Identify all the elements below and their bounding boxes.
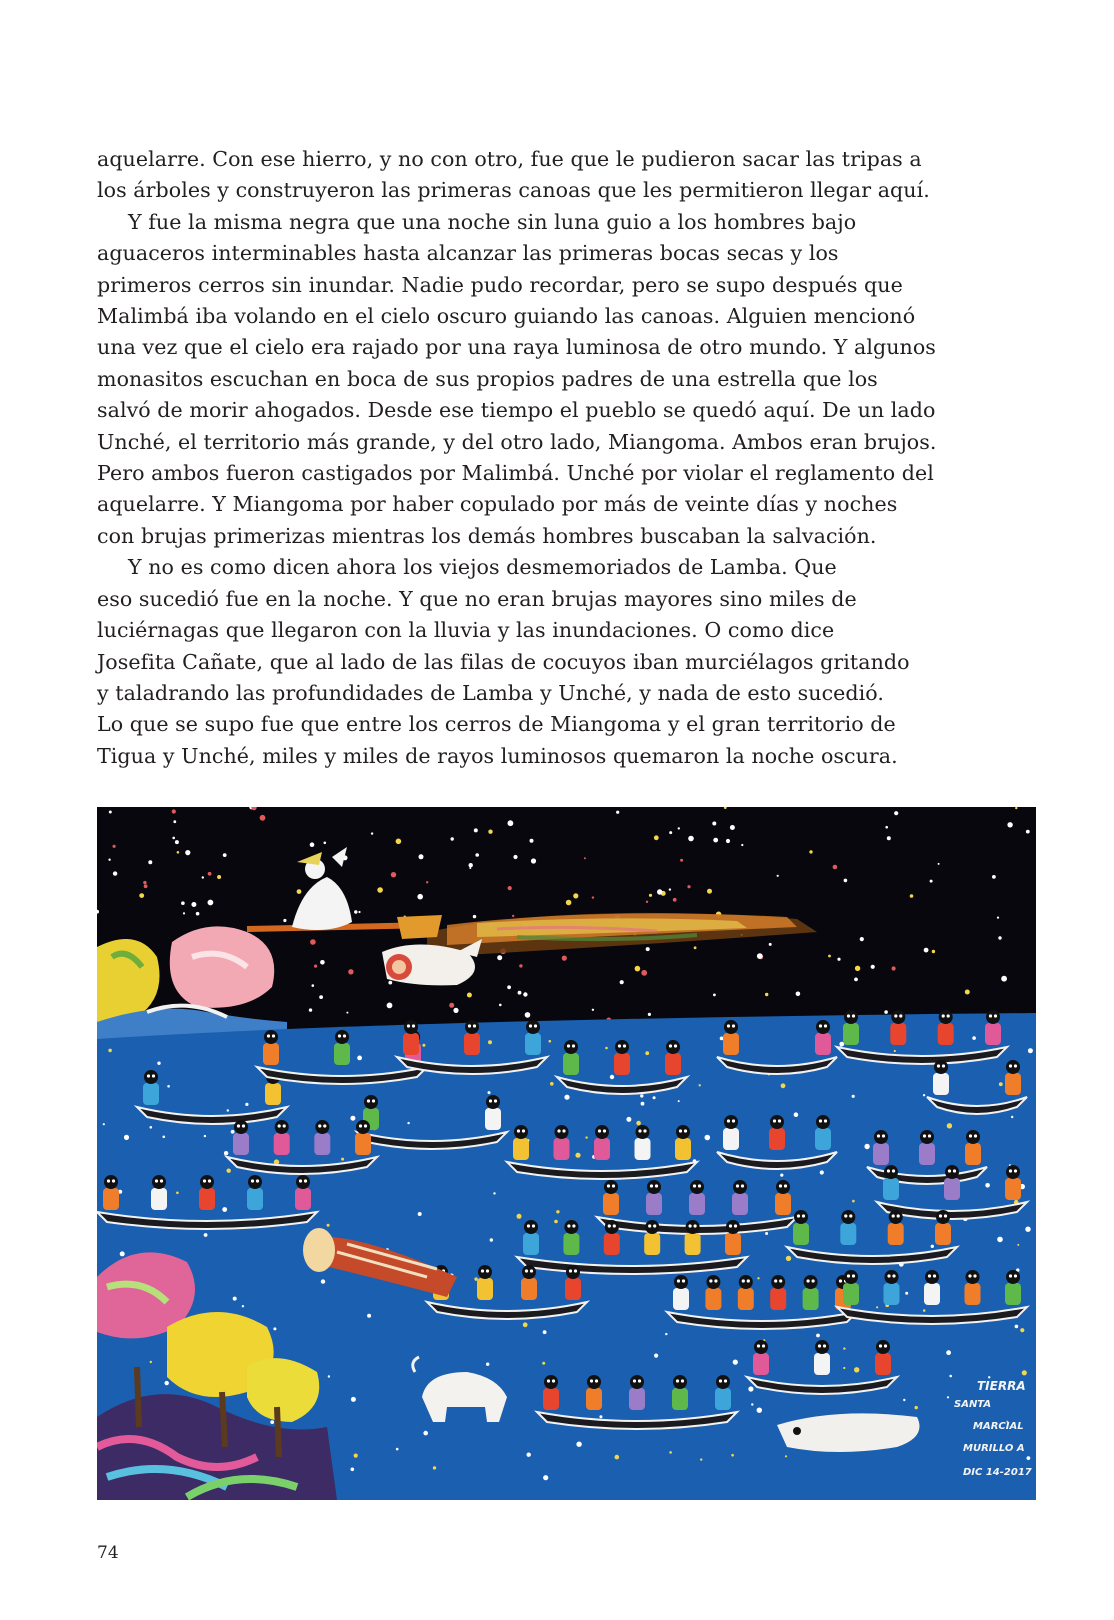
signature-line: DIC 14-2017 bbox=[963, 1467, 1032, 1478]
star bbox=[657, 889, 662, 894]
star bbox=[592, 1009, 594, 1011]
star bbox=[887, 836, 891, 840]
water-dot bbox=[705, 1135, 711, 1141]
star bbox=[713, 994, 716, 997]
star bbox=[377, 887, 383, 893]
star bbox=[649, 894, 652, 897]
text-line: aquelarre. Y Miangoma por haber copulado por más de veinte días y noches bbox=[97, 492, 898, 517]
water-dot bbox=[665, 1333, 667, 1335]
water-dot bbox=[270, 1420, 274, 1424]
star bbox=[426, 881, 428, 883]
water-dot bbox=[328, 1375, 330, 1377]
water-dot bbox=[931, 1245, 934, 1248]
text-line: Josefita Cañate, que al lado de las filas de cocuyos iban murciélagos gritando bbox=[97, 649, 910, 674]
water-dot bbox=[669, 1451, 672, 1454]
water-dot bbox=[321, 1279, 325, 1283]
text-line: luciérnagas que llegaron con la lluvia y las inundaciones. O como dice bbox=[97, 618, 835, 643]
star bbox=[319, 995, 323, 999]
star bbox=[828, 955, 831, 958]
star bbox=[172, 809, 176, 813]
text-line: Y fue la misma negra que una noche sin luna guio a los hombres bajo bbox=[128, 209, 857, 234]
water-dot bbox=[163, 1136, 166, 1139]
star bbox=[143, 881, 146, 884]
star bbox=[894, 811, 898, 815]
water-dot bbox=[720, 1037, 724, 1041]
water-dot bbox=[227, 1109, 229, 1111]
star bbox=[566, 900, 572, 906]
water-dot bbox=[150, 1361, 152, 1363]
star bbox=[757, 953, 763, 959]
water-dot bbox=[781, 1083, 786, 1088]
star bbox=[635, 966, 641, 972]
star bbox=[371, 832, 373, 834]
text-line: Tigua y Unché, miles y miles de rayos luminosos quemaron la noche oscura. bbox=[97, 743, 898, 768]
water-dot bbox=[488, 1040, 492, 1044]
water-dot bbox=[245, 1103, 248, 1106]
water-dot bbox=[876, 1306, 878, 1308]
water-dot bbox=[852, 1200, 855, 1203]
water-dot bbox=[947, 1396, 949, 1398]
star bbox=[796, 992, 801, 997]
water-dot bbox=[605, 1047, 608, 1050]
water-dot bbox=[757, 1408, 762, 1413]
water-dot bbox=[354, 1454, 358, 1458]
star bbox=[499, 1004, 502, 1007]
water-dot bbox=[626, 1117, 631, 1122]
canoe bbox=[867, 1130, 987, 1184]
star bbox=[508, 886, 512, 890]
star bbox=[620, 980, 624, 984]
star bbox=[765, 993, 768, 996]
water-dot bbox=[640, 1094, 643, 1097]
water-dot bbox=[653, 1096, 656, 1099]
star bbox=[726, 839, 730, 843]
star bbox=[508, 820, 514, 826]
water-dot bbox=[396, 1448, 399, 1451]
star bbox=[707, 889, 712, 894]
water-dot bbox=[636, 1121, 641, 1126]
star bbox=[646, 901, 648, 903]
water-dot bbox=[556, 1210, 559, 1213]
water-dot bbox=[699, 1084, 701, 1086]
star bbox=[777, 875, 779, 877]
water-dot bbox=[1025, 1227, 1030, 1232]
water-dot bbox=[700, 1458, 702, 1460]
water-dot bbox=[575, 1153, 580, 1158]
water-dot bbox=[757, 1277, 759, 1279]
water-dot bbox=[786, 1256, 791, 1261]
water-dot bbox=[157, 1062, 160, 1065]
water-dot bbox=[610, 1075, 614, 1079]
star bbox=[885, 826, 888, 829]
star bbox=[391, 872, 396, 877]
star bbox=[473, 915, 476, 918]
star bbox=[855, 966, 860, 971]
water-dot bbox=[493, 1192, 495, 1194]
star bbox=[562, 956, 567, 961]
water-dot bbox=[576, 1442, 581, 1447]
text-line: con brujas primerizas mientras los demás hombres buscaban la salvación. bbox=[97, 523, 877, 548]
star bbox=[992, 875, 996, 879]
star bbox=[202, 876, 204, 878]
star bbox=[419, 854, 424, 859]
canoe bbox=[557, 1040, 687, 1094]
star bbox=[712, 822, 716, 826]
text-line: aquelarre. Con ese hierro, y no con otro, fue que le pudieron sacar las tripas a bbox=[97, 147, 922, 171]
signature-line: TIERRA bbox=[977, 1379, 1026, 1393]
water-dot bbox=[678, 1100, 680, 1102]
water-dot bbox=[947, 1123, 952, 1128]
star bbox=[584, 857, 586, 859]
star bbox=[646, 947, 650, 951]
star bbox=[592, 896, 594, 898]
water-dot bbox=[972, 1036, 976, 1040]
star bbox=[449, 1003, 454, 1008]
water-dot bbox=[367, 1314, 371, 1318]
star bbox=[260, 815, 266, 821]
star bbox=[387, 1003, 393, 1009]
star bbox=[769, 943, 772, 946]
star bbox=[507, 985, 511, 989]
star bbox=[809, 850, 812, 853]
star bbox=[833, 865, 838, 870]
star bbox=[654, 835, 659, 840]
star bbox=[109, 811, 112, 814]
water-dot bbox=[474, 1277, 477, 1280]
water-dot bbox=[816, 1334, 820, 1338]
star bbox=[713, 838, 718, 843]
water-dot bbox=[785, 1455, 787, 1457]
water-dot bbox=[999, 1082, 1003, 1086]
star bbox=[573, 893, 578, 898]
water-dot bbox=[222, 1207, 227, 1212]
water-dot bbox=[490, 1238, 493, 1241]
text-line: Pero ambos fueron castigados por Malimbá. Unché por violar el reglamento del bbox=[97, 461, 934, 486]
page-number: 74 bbox=[97, 1543, 119, 1563]
water-dot bbox=[645, 1051, 649, 1055]
star bbox=[837, 958, 840, 961]
star bbox=[283, 919, 286, 922]
water-dot bbox=[167, 1085, 170, 1088]
water-dot bbox=[820, 1170, 824, 1174]
water-dot bbox=[103, 1123, 105, 1125]
star bbox=[175, 840, 179, 844]
water-dot bbox=[731, 1454, 734, 1457]
water-dot bbox=[765, 1232, 768, 1235]
star bbox=[324, 842, 327, 845]
star bbox=[497, 955, 502, 960]
star bbox=[884, 1010, 888, 1014]
star bbox=[854, 978, 858, 982]
water-dot bbox=[224, 1151, 228, 1155]
water-dot bbox=[423, 1431, 428, 1436]
water-dot bbox=[422, 1044, 425, 1047]
canoe bbox=[717, 1115, 837, 1169]
star bbox=[451, 837, 454, 840]
body-text bbox=[97, 144, 1037, 772]
star bbox=[525, 1012, 531, 1018]
star bbox=[474, 828, 478, 832]
water-dot bbox=[748, 1386, 753, 1391]
water-dot bbox=[1011, 1116, 1013, 1118]
star bbox=[741, 844, 743, 846]
water-dot bbox=[124, 1135, 129, 1140]
water-dot bbox=[549, 1040, 552, 1043]
star bbox=[860, 937, 864, 941]
water-dot bbox=[903, 1399, 905, 1401]
water-dot bbox=[949, 1375, 952, 1378]
star bbox=[669, 888, 671, 890]
star bbox=[669, 831, 672, 834]
water-dot bbox=[523, 1322, 528, 1327]
water-dot bbox=[204, 1135, 206, 1137]
star bbox=[139, 893, 144, 898]
water-dot bbox=[150, 1126, 153, 1129]
star bbox=[678, 827, 680, 829]
star bbox=[183, 912, 185, 914]
signature-line: SANTA bbox=[954, 1399, 992, 1410]
water-dot bbox=[433, 1466, 436, 1469]
water-dot bbox=[997, 1237, 1003, 1243]
water-dot bbox=[351, 1468, 355, 1472]
star bbox=[641, 970, 647, 976]
water-dot bbox=[176, 1192, 179, 1195]
star bbox=[871, 965, 875, 969]
water-dot bbox=[407, 1122, 409, 1124]
water-dot bbox=[1028, 1048, 1033, 1053]
water-dot bbox=[641, 1102, 645, 1106]
star bbox=[320, 960, 325, 965]
star bbox=[217, 875, 221, 879]
text-line: los árboles y construyeron las primeras canoas que les permitieron llegar aquí. bbox=[97, 178, 930, 203]
star bbox=[687, 885, 690, 888]
star bbox=[730, 825, 735, 830]
text-line: Lo que se supo fue que entre los cerros de Miangoma y el gran territorio de bbox=[97, 712, 896, 737]
star bbox=[208, 900, 214, 906]
water-dot bbox=[233, 1297, 237, 1301]
water-dot bbox=[615, 1455, 620, 1460]
star bbox=[998, 936, 1001, 939]
water-dot bbox=[915, 1406, 918, 1409]
star bbox=[469, 863, 473, 867]
star bbox=[467, 993, 472, 998]
water-dot bbox=[327, 1224, 330, 1227]
water-dot bbox=[894, 1050, 896, 1052]
star bbox=[688, 836, 694, 842]
star bbox=[113, 845, 116, 848]
star bbox=[673, 898, 677, 902]
painting-illustration bbox=[97, 807, 1036, 1500]
water-dot bbox=[1020, 1328, 1024, 1332]
star bbox=[1015, 807, 1017, 809]
star bbox=[932, 950, 935, 953]
left-landscape bbox=[97, 926, 287, 1045]
star bbox=[648, 1013, 651, 1016]
water-dot bbox=[204, 1233, 208, 1237]
text-line: eso sucedió fue en la noche. Y que no eran brujas mayores sino miles de bbox=[97, 586, 857, 611]
star bbox=[844, 879, 848, 883]
text-line: y taladrando las profundidades de Lamba y Unché, y nada de esto sucedió. bbox=[97, 680, 884, 705]
text-line: primeros cerros sin inundar. Nadie pudo recordar, pero se supo después que bbox=[97, 272, 903, 297]
water-dot bbox=[1022, 1370, 1027, 1375]
water-dot bbox=[554, 1220, 558, 1224]
star bbox=[924, 948, 929, 953]
water-dot bbox=[780, 1174, 783, 1177]
star bbox=[1026, 830, 1030, 834]
water-dot bbox=[946, 1350, 951, 1355]
text-line: aguaceros interminables hasta alcanzar las primeras bocas secas y los bbox=[97, 241, 839, 266]
water-dot bbox=[854, 1367, 859, 1372]
water-dot bbox=[517, 1214, 522, 1219]
star bbox=[910, 894, 914, 898]
water-dot bbox=[550, 1082, 554, 1086]
star bbox=[310, 939, 316, 945]
star bbox=[519, 964, 522, 967]
water-dot bbox=[273, 1327, 276, 1330]
water-dot bbox=[242, 1305, 244, 1307]
star bbox=[680, 859, 683, 862]
star bbox=[531, 858, 536, 863]
water-dot bbox=[923, 1309, 926, 1312]
water-dot bbox=[542, 1362, 545, 1365]
water-dot bbox=[905, 1292, 908, 1295]
star bbox=[196, 912, 200, 916]
text-line: Unché, el territorio más grande, y del otro lado, Miangoma. Ambos eran brujos. bbox=[97, 429, 937, 454]
star bbox=[346, 1012, 348, 1014]
star bbox=[354, 910, 357, 913]
water-dot bbox=[418, 1212, 422, 1216]
water-dot bbox=[357, 1056, 362, 1061]
water-dot bbox=[350, 1116, 355, 1121]
star bbox=[309, 1008, 312, 1011]
star bbox=[1001, 976, 1007, 982]
star bbox=[417, 894, 423, 900]
star bbox=[191, 902, 196, 907]
star bbox=[358, 911, 360, 913]
water-dot bbox=[585, 1136, 587, 1138]
star bbox=[208, 872, 212, 876]
star bbox=[113, 871, 117, 875]
water-dot bbox=[351, 1397, 356, 1402]
water-dot bbox=[488, 1091, 491, 1094]
text-line: una vez que el cielo era rajado por una raya luminosa de otro mundo. Y algunos bbox=[97, 335, 936, 360]
water-dot bbox=[923, 1094, 925, 1096]
water-dot bbox=[543, 1475, 548, 1480]
star bbox=[181, 901, 185, 905]
text-line: Y no es como dicen ahora los viejos desmemoriados de Lamba. Que bbox=[128, 555, 837, 580]
star bbox=[930, 880, 933, 883]
water-dot bbox=[341, 1158, 344, 1161]
water-dot bbox=[985, 1183, 990, 1188]
text-line: monasitos escuchan en boca de sus propios padres de una estrella que los bbox=[97, 366, 878, 391]
star bbox=[513, 855, 517, 859]
water-dot bbox=[843, 1367, 845, 1369]
star bbox=[488, 830, 492, 834]
water-dot bbox=[733, 1360, 738, 1365]
star bbox=[512, 915, 514, 917]
water-dot bbox=[654, 1354, 658, 1358]
text-line: Malimbá iba volando en el cielo oscuro guiando las canoas. Alguien mencionó bbox=[97, 304, 916, 329]
star bbox=[108, 859, 110, 861]
water-dot bbox=[543, 1330, 547, 1334]
water-dot bbox=[120, 1251, 125, 1256]
water-dot bbox=[165, 1381, 169, 1385]
star bbox=[616, 811, 619, 814]
star bbox=[185, 850, 190, 855]
water-dot bbox=[486, 1363, 489, 1366]
water-dot bbox=[227, 1169, 231, 1173]
star bbox=[148, 860, 152, 864]
star bbox=[965, 990, 970, 995]
signature-line: MARCIAL bbox=[973, 1421, 1024, 1432]
star bbox=[530, 839, 534, 843]
star bbox=[312, 984, 315, 987]
star bbox=[172, 837, 175, 840]
water-dot bbox=[599, 1415, 602, 1418]
star bbox=[177, 851, 180, 854]
water-dot bbox=[1015, 1325, 1019, 1329]
star bbox=[348, 969, 353, 974]
star bbox=[1007, 822, 1012, 827]
star bbox=[388, 981, 392, 985]
star bbox=[997, 917, 999, 919]
water-dot bbox=[1017, 1244, 1019, 1246]
star bbox=[396, 839, 402, 845]
star bbox=[518, 991, 522, 995]
water-dot bbox=[231, 1130, 235, 1134]
star bbox=[892, 966, 896, 970]
star bbox=[475, 853, 479, 857]
water-dot bbox=[794, 1112, 799, 1117]
star bbox=[297, 889, 302, 894]
water-dot bbox=[564, 1095, 569, 1100]
water-dot bbox=[852, 1095, 855, 1098]
star bbox=[453, 1008, 458, 1013]
star bbox=[310, 842, 315, 847]
star bbox=[314, 965, 317, 968]
water-dot bbox=[751, 1403, 753, 1405]
star bbox=[938, 863, 940, 865]
water-dot bbox=[108, 1049, 112, 1053]
star bbox=[694, 946, 697, 949]
text-line: salvó de morir ahogados. Desde ese tiempo el pueblo se quedó aquí. De un lado bbox=[97, 398, 936, 423]
star bbox=[223, 853, 227, 857]
water-dot bbox=[843, 1347, 845, 1349]
water-dot bbox=[527, 1453, 531, 1457]
water-dot bbox=[1027, 1456, 1031, 1460]
star bbox=[523, 992, 527, 996]
signature-line: MURILLO A bbox=[963, 1443, 1025, 1454]
star bbox=[144, 884, 148, 888]
star bbox=[173, 820, 176, 823]
water-dot bbox=[864, 1144, 869, 1149]
